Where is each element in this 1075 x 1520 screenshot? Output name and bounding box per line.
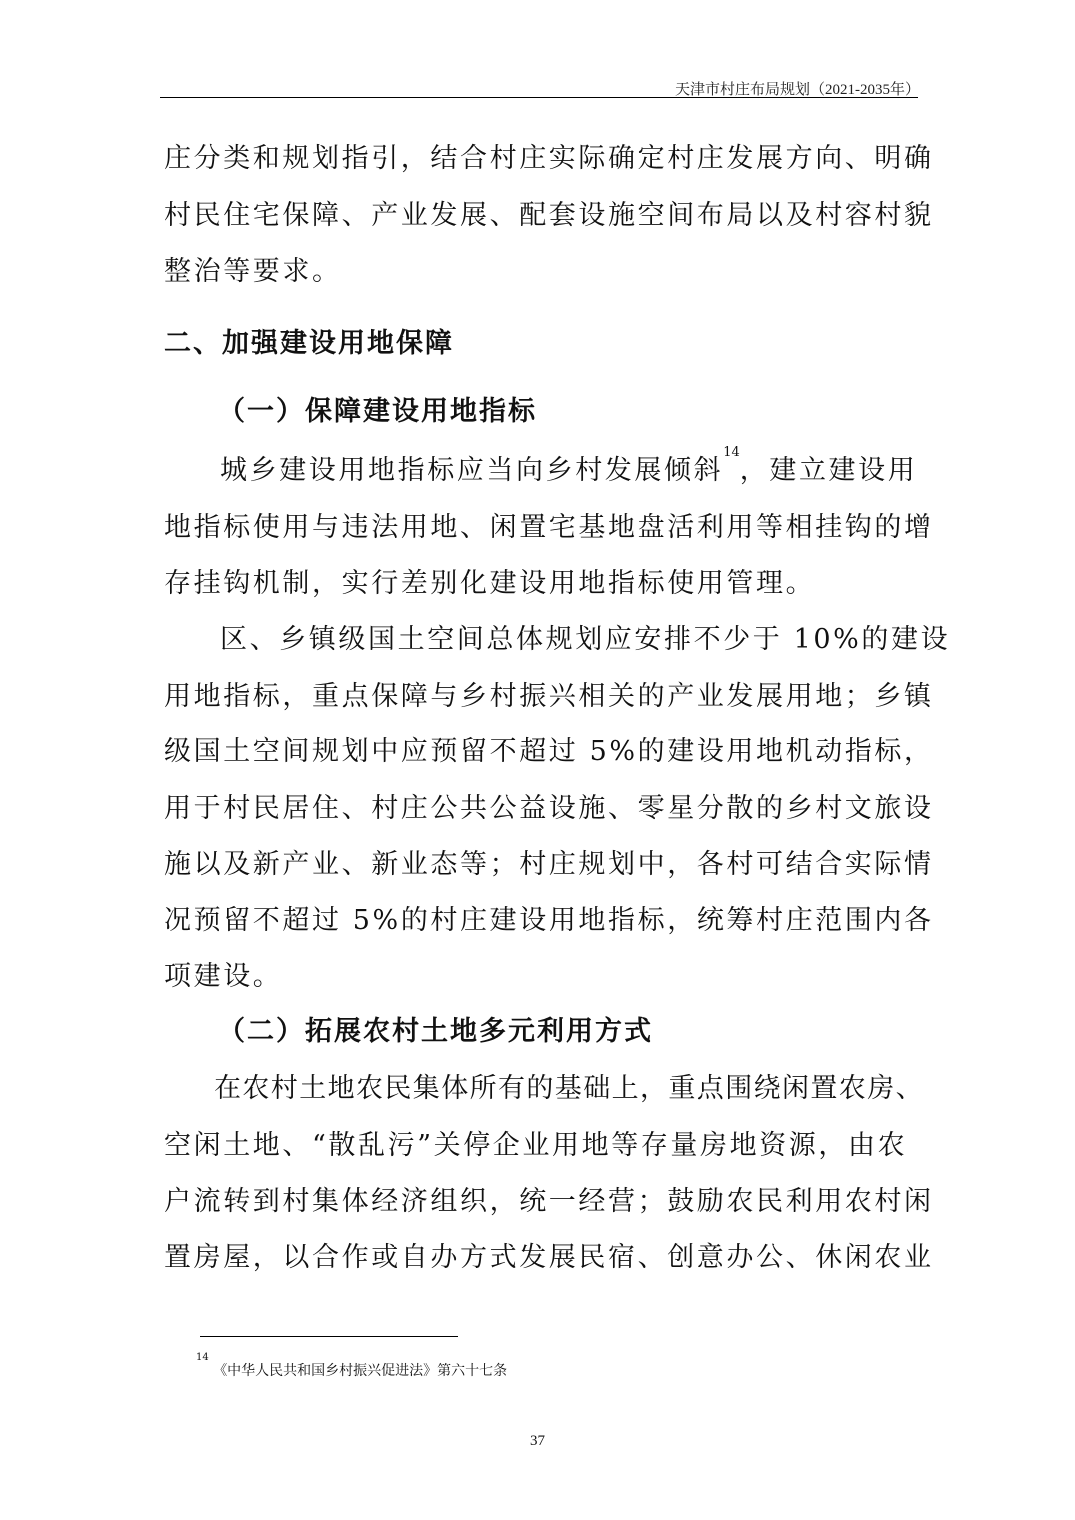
paragraph-line	[220, 445, 918, 486]
paragraph-line: 在农村土地农民集体所有的基础上，重点围绕闲置农房、	[214, 1073, 924, 1104]
paragraph-line: 地指标使用与违法用地、闲置宅基地盘活利用等相挂钩的增	[164, 512, 934, 543]
footnote-reference[interactable]: 14	[723, 445, 740, 460]
paragraph-text: ，建立建设用	[739, 455, 918, 486]
running-header: 天津市村庄布局规划（2021-2035年）	[675, 82, 920, 98]
paragraph-line: 区、乡镇级国土空间总体规划应安排不少于 10%的建设	[220, 624, 951, 655]
paragraph-line: 况预留不超过 5%的村庄建设用地指标，统筹村庄范围内各	[164, 905, 934, 936]
paragraph-line: 户流转到村集体经济组织，统一经营；鼓励农民利用农村闲	[164, 1186, 934, 1217]
paragraph-line: 整治等要求。	[164, 256, 342, 287]
paragraph-line: 置房屋，以合作或自办方式发展民宿、创意办公、休闲农业	[164, 1242, 934, 1273]
paragraph-text: 城乡建设用地指标应当向乡村发展倾斜	[220, 455, 724, 486]
section-heading: 二、加强建设用地保障	[164, 328, 454, 359]
paragraph-line: 存挂钩机制，实行差别化建设用地指标使用管理。	[164, 568, 816, 599]
paragraph-line: 级国土空间规划中应预留不超过 5%的建设用地机动指标，	[164, 736, 934, 767]
footnote-rule	[200, 1336, 458, 1337]
footnote-number: 14	[196, 1352, 209, 1363]
footnote	[196, 1352, 508, 1380]
paragraph-line: 庄分类和规划指引，结合村庄实际确定村庄发展方向、明确	[164, 143, 934, 174]
header-rule	[160, 97, 918, 98]
paragraph-line: 空闲土地、“散乱污”关停企业用地等存量房地资源，由农	[164, 1130, 908, 1161]
footnote-text: 《中华人民共和国乡村振兴促进法》第六十七条	[213, 1363, 508, 1379]
paragraph-line: 施以及新产业、新业态等；村庄规划中，各村可结合实际情	[164, 849, 934, 880]
paragraph-line: 用地指标，重点保障与乡村振兴相关的产业发展用地；乡镇	[164, 681, 934, 712]
paragraph-line: 村民住宅保障、产业发展、配套设施空间布局以及村容村貌	[164, 200, 934, 231]
paragraph-line: 用于村民居住、村庄公共公益设施、零星分散的乡村文旅设	[164, 793, 934, 824]
subsection-heading: （二）拓展农村土地多元利用方式	[218, 1016, 653, 1047]
page-number: 37	[530, 1433, 545, 1449]
paragraph-line: 项建设。	[164, 961, 283, 992]
subsection-heading: （一）保障建设用地指标	[218, 396, 537, 427]
